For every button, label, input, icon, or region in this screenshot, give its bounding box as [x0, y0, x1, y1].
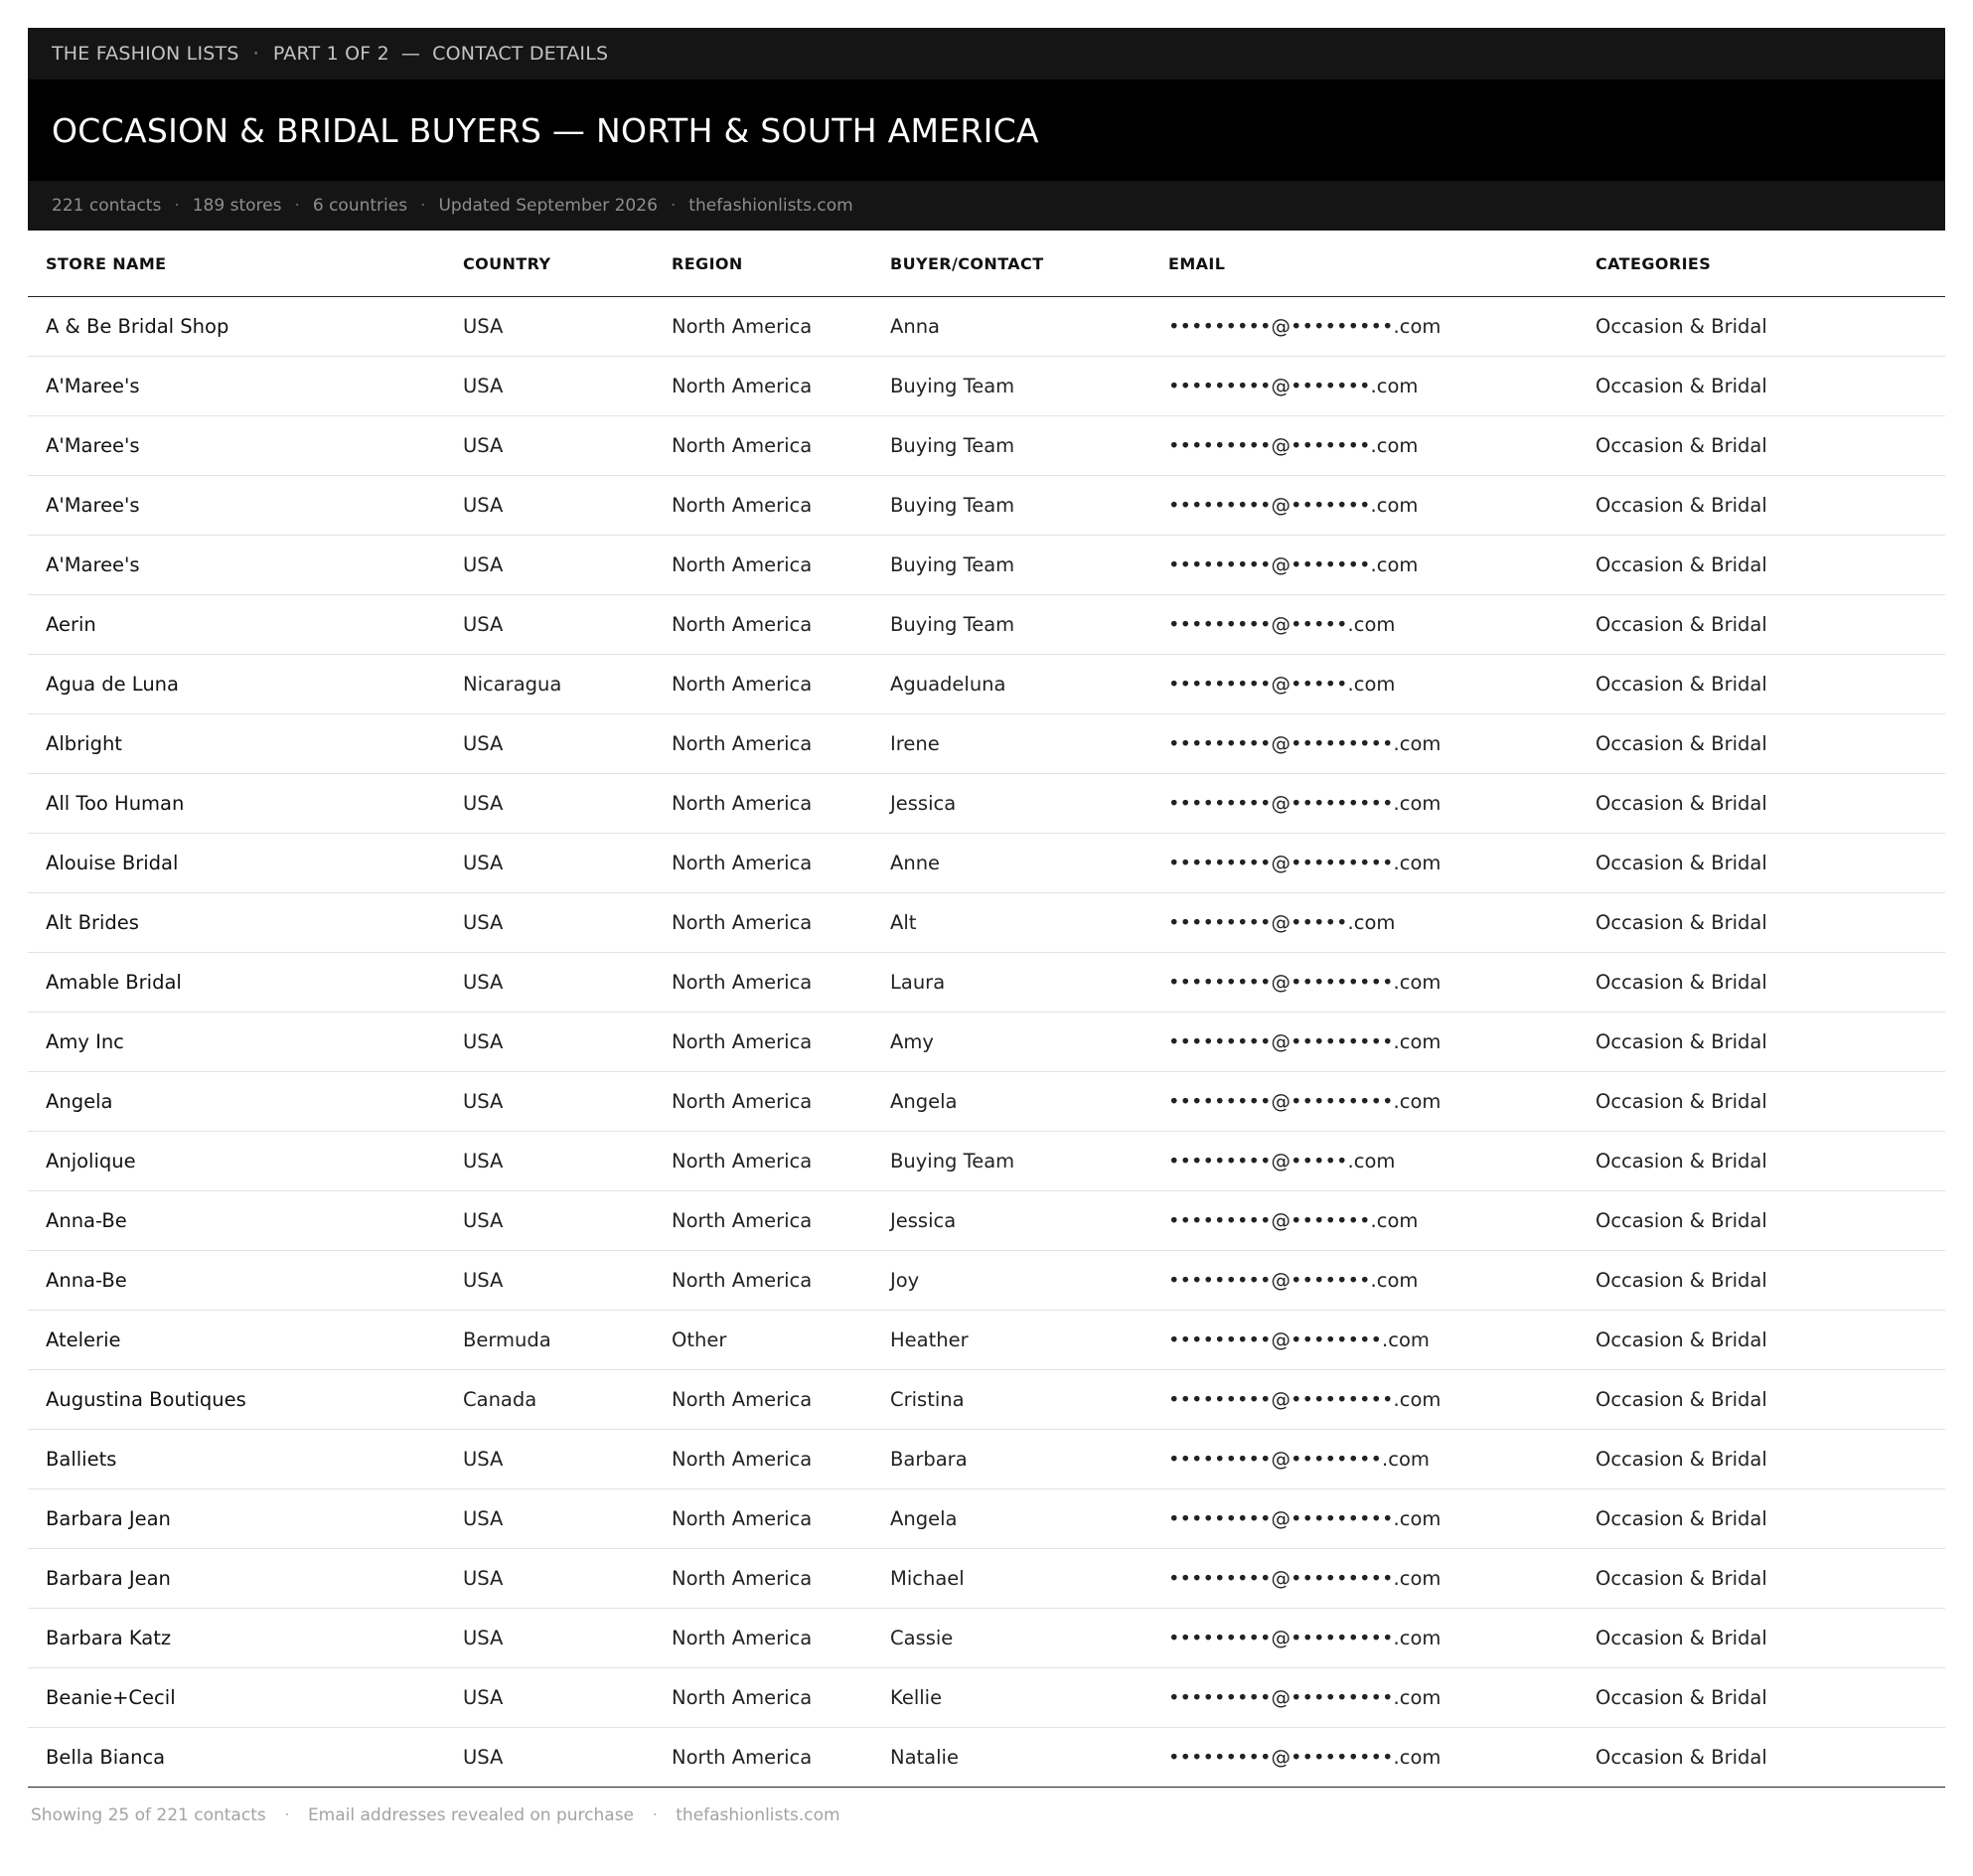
store-name-cell: A'Maree's — [28, 476, 445, 536]
categories-cell: Occasion & Bridal — [1578, 774, 1945, 834]
country-cell: USA — [445, 714, 654, 774]
categories-cell: Occasion & Bridal — [1578, 834, 1945, 893]
country-cell: USA — [445, 1668, 654, 1728]
categories-cell: Occasion & Bridal — [1578, 1191, 1945, 1251]
buyer-contact-cell: Aguadeluna — [872, 655, 1150, 714]
region-cell: North America — [654, 714, 872, 774]
categories-cell: Occasion & Bridal — [1578, 714, 1945, 774]
country-cell: Bermuda — [445, 1311, 654, 1370]
email-cell: •••••••••@•••••••••.com — [1150, 834, 1578, 893]
email-cell: •••••••••@•••••.com — [1150, 1132, 1578, 1191]
categories-cell: Occasion & Bridal — [1578, 536, 1945, 595]
email-cell: •••••••••@•••••••.com — [1150, 536, 1578, 595]
part-label: PART 1 OF 2 — [272, 43, 389, 65]
buyer-contact-cell: Amy — [872, 1013, 1150, 1072]
table-row — [28, 416, 1945, 476]
buyer-contact-cell: Alt — [872, 893, 1150, 953]
footer-showing: Showing 25 of 221 contacts — [31, 1805, 266, 1825]
region-cell: North America — [654, 1489, 872, 1549]
region-cell: North America — [654, 1191, 872, 1251]
country-cell: USA — [445, 1072, 654, 1132]
region-cell: North America — [654, 1251, 872, 1311]
store-name-cell: A & Be Bridal Shop — [28, 297, 445, 357]
store-name-cell: Barbara Jean — [28, 1549, 445, 1609]
email-cell: •••••••••@•••••••••.com — [1150, 1668, 1578, 1728]
store-name-cell: Barbara Jean — [28, 1489, 445, 1549]
separator-dot: · — [652, 1805, 658, 1825]
country-cell: USA — [445, 357, 654, 416]
store-name-cell: Augustina Boutiques — [28, 1370, 445, 1430]
store-name-cell: Barbara Katz — [28, 1609, 445, 1668]
buyer-contact-cell: Cristina — [872, 1370, 1150, 1430]
store-name-cell: Beanie+Cecil — [28, 1668, 445, 1728]
store-name-cell: All Too Human — [28, 774, 445, 834]
email-cell: •••••••••@•••••••••.com — [1150, 297, 1578, 357]
categories-cell: Occasion & Bridal — [1578, 1728, 1945, 1788]
country-cell: USA — [445, 1013, 654, 1072]
buyer-contact-cell: Angela — [872, 1489, 1150, 1549]
meta-contacts: 221 contacts — [52, 196, 162, 216]
store-name-cell: Anjolique — [28, 1132, 445, 1191]
buyer-contact-cell: Jessica — [872, 1191, 1150, 1251]
region-cell: North America — [654, 536, 872, 595]
email-cell: •••••••••@•••••.com — [1150, 655, 1578, 714]
email-cell: •••••••••@•••••••••.com — [1150, 714, 1578, 774]
buyer-contact-cell: Kellie — [872, 1668, 1150, 1728]
categories-cell: Occasion & Bridal — [1578, 1132, 1945, 1191]
email-cell: •••••••••@•••••••••.com — [1150, 1013, 1578, 1072]
separator-dot: · — [420, 196, 426, 216]
region-cell: North America — [654, 297, 872, 357]
email-cell: •••••••••@•••••••.com — [1150, 1251, 1578, 1311]
table-row — [28, 893, 1945, 953]
table-row — [28, 834, 1945, 893]
store-name-cell: A'Maree's — [28, 357, 445, 416]
categories-cell: Occasion & Bridal — [1578, 416, 1945, 476]
categories-cell: Occasion & Bridal — [1578, 297, 1945, 357]
region-cell: North America — [654, 893, 872, 953]
table-row — [28, 1251, 1945, 1311]
store-name-cell: Amy Inc — [28, 1013, 445, 1072]
column-header-categories: CATEGORIES — [1578, 231, 1945, 297]
country-cell: Canada — [445, 1370, 654, 1430]
separator-dot: · — [284, 1805, 290, 1825]
buyer-contact-cell: Buying Team — [872, 536, 1150, 595]
table-row — [28, 357, 1945, 416]
buyer-contact-cell: Barbara — [872, 1430, 1150, 1489]
country-cell: USA — [445, 774, 654, 834]
column-header-email: EMAIL — [1150, 231, 1578, 297]
buyer-contact-cell: Michael — [872, 1549, 1150, 1609]
store-name-cell: Balliets — [28, 1430, 445, 1489]
region-cell: North America — [654, 953, 872, 1013]
region-cell: North America — [654, 655, 872, 714]
buyer-contact-cell: Buying Team — [872, 1132, 1150, 1191]
region-cell: North America — [654, 1668, 872, 1728]
country-cell: USA — [445, 536, 654, 595]
region-cell: North America — [654, 1549, 872, 1609]
categories-cell: Occasion & Bridal — [1578, 476, 1945, 536]
country-cell: USA — [445, 476, 654, 536]
store-name-cell: Alouise Bridal — [28, 834, 445, 893]
table-row — [28, 1668, 1945, 1728]
store-name-cell: Agua de Luna — [28, 655, 445, 714]
section-label: CONTACT DETAILS — [432, 43, 609, 65]
email-cell: •••••••••@•••••••.com — [1150, 1191, 1578, 1251]
table-row — [28, 774, 1945, 834]
categories-cell: Occasion & Bridal — [1578, 953, 1945, 1013]
buyer-contact-cell: Cassie — [872, 1609, 1150, 1668]
buyer-contact-cell: Natalie — [872, 1728, 1150, 1788]
categories-cell: Occasion & Bridal — [1578, 655, 1945, 714]
country-cell: USA — [445, 1549, 654, 1609]
table-row — [28, 297, 1945, 357]
table-row — [28, 1132, 1945, 1191]
separator-dot: · — [670, 196, 677, 216]
email-cell: •••••••••@•••••••••.com — [1150, 1609, 1578, 1668]
buyer-contact-cell: Jessica — [872, 774, 1150, 834]
region-cell: North America — [654, 1072, 872, 1132]
buyer-contact-cell: Anne — [872, 834, 1150, 893]
region-cell: North America — [654, 1430, 872, 1489]
categories-cell: Occasion & Bridal — [1578, 1609, 1945, 1668]
country-cell: Nicaragua — [445, 655, 654, 714]
column-header-store-name: STORE NAME — [28, 231, 445, 297]
email-cell: •••••••••@•••••••••.com — [1150, 953, 1578, 1013]
store-name-cell: Albright — [28, 714, 445, 774]
table-row — [28, 1728, 1945, 1788]
store-name-cell: Anna-Be — [28, 1191, 445, 1251]
brand-label: THE FASHION LISTS — [52, 43, 239, 65]
top-bar — [28, 28, 1945, 79]
categories-cell: Occasion & Bridal — [1578, 1072, 1945, 1132]
footer-note: Email addresses revealed on purchase — [307, 1805, 635, 1825]
email-cell: •••••••••@•••••.com — [1150, 595, 1578, 655]
region-cell: Other — [654, 1311, 872, 1370]
separator-dot: · — [294, 196, 300, 216]
region-cell: North America — [654, 774, 872, 834]
store-name-cell: Anna-Be — [28, 1251, 445, 1311]
store-name-cell: Atelerie — [28, 1311, 445, 1370]
table-row — [28, 1549, 1945, 1609]
meta-stores: 189 stores — [192, 196, 282, 216]
region-cell: North America — [654, 357, 872, 416]
meta-site: thefashionlists.com — [688, 196, 853, 216]
contacts-table — [28, 231, 1945, 1788]
country-cell: USA — [445, 297, 654, 357]
footer — [28, 1805, 1945, 1825]
meta-updated: Updated September 2026 — [438, 196, 658, 216]
buyer-contact-cell: Anna — [872, 297, 1150, 357]
region-cell: North America — [654, 1728, 872, 1788]
column-header-region: REGION — [654, 231, 872, 297]
region-cell: North America — [654, 1370, 872, 1430]
country-cell: USA — [445, 416, 654, 476]
table-row — [28, 1609, 1945, 1668]
meta-countries: 6 countries — [312, 196, 408, 216]
categories-cell: Occasion & Bridal — [1578, 595, 1945, 655]
country-cell: USA — [445, 1251, 654, 1311]
region-cell: North America — [654, 595, 872, 655]
table-row — [28, 1370, 1945, 1430]
email-cell: •••••••••@•••••••.com — [1150, 476, 1578, 536]
email-cell: •••••••••@•••••.com — [1150, 893, 1578, 953]
table-row — [28, 1489, 1945, 1549]
country-cell: USA — [445, 1132, 654, 1191]
table-row — [28, 655, 1945, 714]
country-cell: USA — [445, 834, 654, 893]
categories-cell: Occasion & Bridal — [1578, 893, 1945, 953]
email-cell: •••••••••@•••••••.com — [1150, 357, 1578, 416]
categories-cell: Occasion & Bridal — [1578, 1489, 1945, 1549]
email-cell: •••••••••@•••••••••.com — [1150, 1072, 1578, 1132]
column-header-country: COUNTRY — [445, 231, 654, 297]
table-row — [28, 1311, 1945, 1370]
categories-cell: Occasion & Bridal — [1578, 1430, 1945, 1489]
column-header-buyer-contact: BUYER/CONTACT — [872, 231, 1150, 297]
table-body — [28, 297, 1945, 1788]
store-name-cell: Alt Brides — [28, 893, 445, 953]
contact-sheet — [28, 28, 1945, 1825]
buyer-contact-cell: Buying Team — [872, 595, 1150, 655]
region-cell: North America — [654, 834, 872, 893]
store-name-cell: A'Maree's — [28, 416, 445, 476]
region-cell: North America — [654, 476, 872, 536]
buyer-contact-cell: Buying Team — [872, 357, 1150, 416]
title-bar — [28, 79, 1945, 181]
table-row — [28, 1191, 1945, 1251]
categories-cell: Occasion & Bridal — [1578, 357, 1945, 416]
separator-dot: · — [252, 43, 259, 65]
table-row — [28, 595, 1945, 655]
email-cell: •••••••••@•••••••••.com — [1150, 1549, 1578, 1609]
buyer-contact-cell: Buying Team — [872, 476, 1150, 536]
country-cell: USA — [445, 1191, 654, 1251]
table-row — [28, 953, 1945, 1013]
country-cell: USA — [445, 953, 654, 1013]
page-title: OCCASION & BRIDAL BUYERS — NORTH & SOUTH AMERICA — [52, 110, 1039, 150]
store-name-cell: Angela — [28, 1072, 445, 1132]
country-cell: USA — [445, 595, 654, 655]
email-cell: •••••••••@••••••••.com — [1150, 1430, 1578, 1489]
store-name-cell: Amable Bridal — [28, 953, 445, 1013]
buyer-contact-cell: Angela — [872, 1072, 1150, 1132]
buyer-contact-cell: Buying Team — [872, 416, 1150, 476]
categories-cell: Occasion & Bridal — [1578, 1311, 1945, 1370]
region-cell: North America — [654, 1132, 872, 1191]
categories-cell: Occasion & Bridal — [1578, 1668, 1945, 1728]
country-cell: USA — [445, 1489, 654, 1549]
meta-bar — [28, 181, 1945, 231]
country-cell: USA — [445, 1609, 654, 1668]
email-cell: •••••••••@•••••••.com — [1150, 416, 1578, 476]
separator-dash: — — [400, 43, 421, 65]
buyer-contact-cell: Joy — [872, 1251, 1150, 1311]
buyer-contact-cell: Laura — [872, 953, 1150, 1013]
email-cell: •••••••••@•••••••••.com — [1150, 1728, 1578, 1788]
buyer-contact-cell: Irene — [872, 714, 1150, 774]
region-cell: North America — [654, 1609, 872, 1668]
email-cell: •••••••••@•••••••••.com — [1150, 1489, 1578, 1549]
table-row — [28, 476, 1945, 536]
region-cell: North America — [654, 416, 872, 476]
email-cell: •••••••••@•••••••••.com — [1150, 774, 1578, 834]
categories-cell: Occasion & Bridal — [1578, 1013, 1945, 1072]
buyer-contact-cell: Heather — [872, 1311, 1150, 1370]
store-name-cell: Aerin — [28, 595, 445, 655]
country-cell: USA — [445, 1430, 654, 1489]
table-row — [28, 1430, 1945, 1489]
country-cell: USA — [445, 893, 654, 953]
store-name-cell: Bella Bianca — [28, 1728, 445, 1788]
table-row — [28, 1072, 1945, 1132]
separator-dot: · — [174, 196, 180, 216]
email-cell: •••••••••@••••••••.com — [1150, 1311, 1578, 1370]
table-row — [28, 714, 1945, 774]
categories-cell: Occasion & Bridal — [1578, 1549, 1945, 1609]
email-cell: •••••••••@•••••••••.com — [1150, 1370, 1578, 1430]
categories-cell: Occasion & Bridal — [1578, 1370, 1945, 1430]
footer-site: thefashionlists.com — [676, 1805, 840, 1825]
region-cell: North America — [654, 1013, 872, 1072]
table-row — [28, 1013, 1945, 1072]
categories-cell: Occasion & Bridal — [1578, 1251, 1945, 1311]
country-cell: USA — [445, 1728, 654, 1788]
table-header-row — [28, 231, 1945, 297]
table-row — [28, 536, 1945, 595]
store-name-cell: A'Maree's — [28, 536, 445, 595]
